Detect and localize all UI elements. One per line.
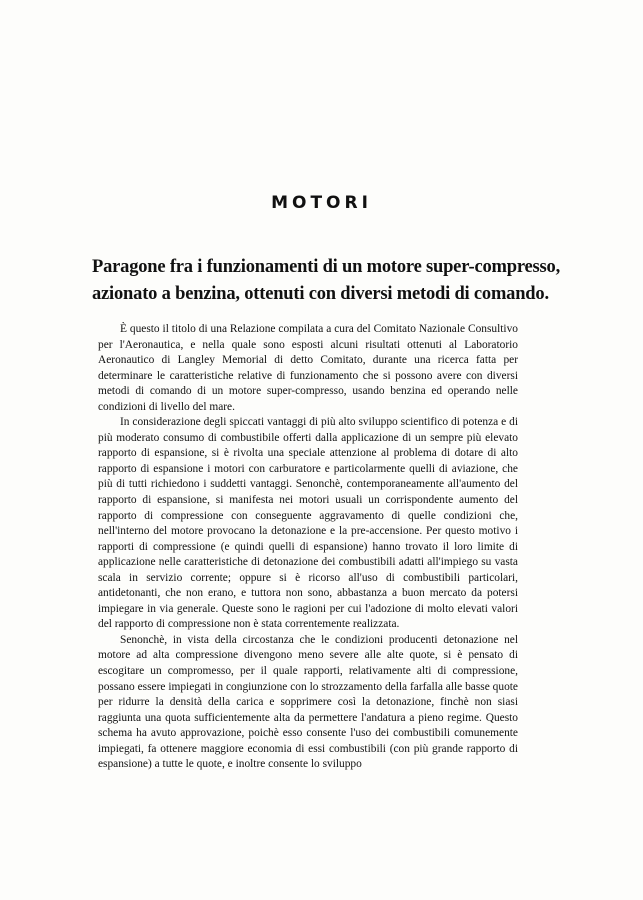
paragraph-3: Senonchè, in vista della circostanza che le condizioni producenti detonazione nel motore ad alta compressione divengono meno severe alle alte quote, si è pensato di escogitare un compromesso, per il quale rapporti, relativamente alti di compressione, possano essere impiegati in congiunzione con lo strozzamento della farfalla alle basse quote per ridurre la densità della carica e sopprimere così la detonazione, finchè non siasi raggiunta una quota sufficientemente alta da permettere l'andatura a pieno regime. Questo schema ha avuto approvazione, poichè esso consente l'uso dei combustibili comunemente impiegati, fa ottenere maggiore economia di essi combustibili (con più grande rapporto di espansione) a tutte le quote, e inoltre consente lo sviluppo bbox=[98, 633, 518, 771]
section-title: MOTORI bbox=[271, 193, 372, 213]
article-title-line-2: azionato a benzina, ottenuti con diversi metodi di comando. bbox=[92, 284, 549, 304]
article-body bbox=[98, 322, 518, 773]
paragraph-1: È questo il titolo di una Relazione compilata a cura del Comitato Nazionale Consultivo per l'Aeronautica, e nella quale sono esposti alcuni risultati ottenuti al Laboratorio Aeronautico di Langley Memorial di detto Comitato, durante una ricerca fatta per determinare le caratteristiche relative di funzionamento che si possono avere con diversi metodi di comando di un motore super-compresso, usando benzina ed operando nelle condizioni di livello del mare. bbox=[98, 323, 518, 413]
paragraph-2: In considerazione degli spiccati vantaggi di più alto sviluppo scientifico di potenza e di più moderato consumo di combustibile offerti dalla applicazione di un sempre più elevato rapporto di espansione, si è rivolta una speciale attenzione al problema di dotare di alto rapporto di espansione i motori con carburatore e particolarmente quelli di aviazione, che più di tutti richiedono i suddetti vantaggi. Senonchè, contemporaneamente all'aumento del rapporto di espansione, si manifesta nei motori usuali un corrispondente aumento del rapporto di compressione con conseguente aggravamento di quelle condizioni che, nell'interno del motore provocano la detonazione e la pre-accensione. Per questo motivo i rapporti di compressione (e quindi quelli di espansione) hanno trovato il loro limite di applicazione nelle caratteristiche di detonazione dei combustibili adatti all'impiego su vasta scala in servizio corrente; oppure si è ricorso all'uso di combustibili particolari, antidetonanti, che non erano, e tuttora non sono, abbastanza a buon mercato da potersi impiegare in via generale. Queste sono le ragioni per cui l'adozione di molto elevati valori del rapporto di compressione non è stata correntemente realizzata. bbox=[98, 416, 518, 631]
article-title-line-1: Paragone fra i funzionamenti di un motore super-compresso, bbox=[92, 257, 561, 277]
